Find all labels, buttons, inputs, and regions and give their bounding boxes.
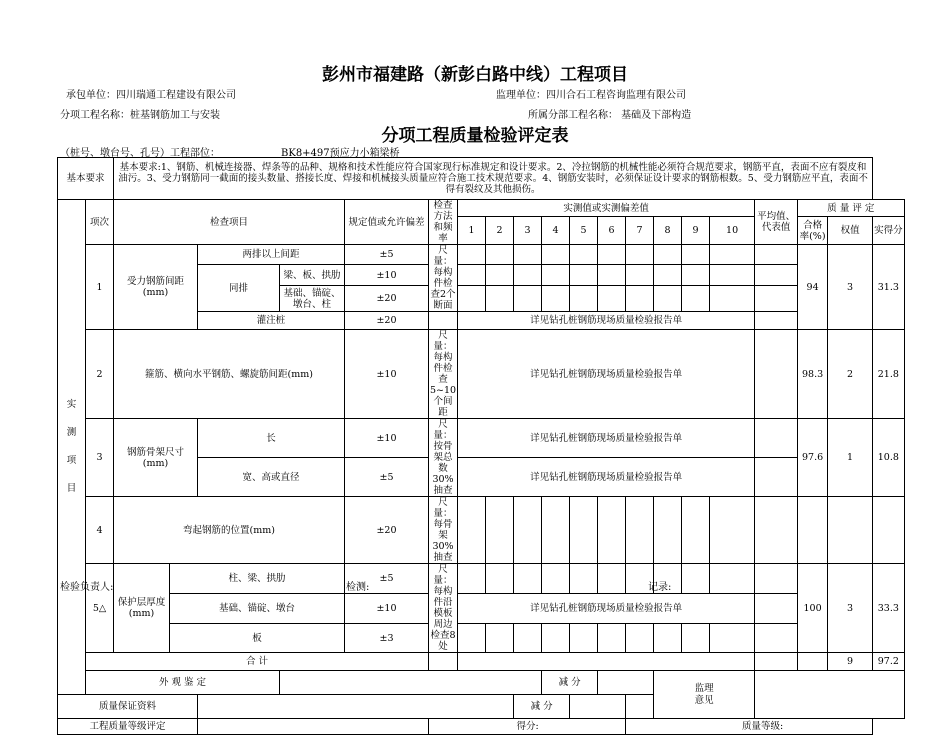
col-avg: 平均值、代表值 [755, 200, 798, 245]
point-8: 8 [654, 217, 682, 245]
r3-a-label: 长 [198, 419, 345, 458]
r5-b-label: 基础、锚碇、墩台 [170, 594, 345, 624]
r3-a-spec: ±10 [345, 419, 429, 458]
r4-spec: ±20 [345, 497, 429, 564]
r5-name: 保护层厚度(mm) [114, 564, 170, 653]
r2-note: 详见钻孔桩钢筋现场质量检验报告单 [458, 330, 755, 419]
r5-note: 详见钻孔桩钢筋现场质量检验报告单 [458, 594, 755, 624]
basic-req-label: 基本要求 [58, 158, 114, 200]
col-measured: 实测值或实测偏差值 [458, 200, 755, 217]
docs-label: 质量保证资料 [58, 695, 198, 719]
page-title: 彭州市福建路（新彭白路中线）工程项目 [322, 65, 628, 85]
parent-project: 所属分部工程名称： 基础及下部构造 [528, 110, 692, 121]
r3-rate: 97.6 [798, 419, 828, 497]
r5-c-spec: ±3 [345, 624, 429, 653]
r3-method: 尺量：按骨架总数30%抽查 [429, 419, 458, 497]
point-5: 5 [570, 217, 598, 245]
appearance-label: 外 观 鉴 定 [86, 671, 280, 695]
r1-b-label: 梁、板、拱肋 [280, 265, 345, 286]
grade-label: 工程质量等级评定 [58, 719, 198, 735]
r2-spec: ±10 [345, 330, 429, 419]
point-7: 7 [626, 217, 654, 245]
r1-d-spec: ±20 [345, 312, 429, 330]
total-label: 合 计 [86, 653, 429, 671]
r2-weight: 2 [828, 330, 873, 419]
col-pass-rate: 合格率(%) [798, 217, 828, 245]
inspector-label: 检验负责人: [60, 582, 114, 593]
r1-a-label: 两排以上间距 [198, 245, 345, 265]
r3-b-label: 宽、高或直径 [198, 458, 345, 497]
r2-rate: 98.3 [798, 330, 828, 419]
location-value: BK8+497预应力小箱梁桥 [281, 148, 400, 159]
contractor: 承包单位：四川瑞通工程建设有限公司 [66, 90, 236, 101]
r4-name: 弯起钢筋的位置(mm) [114, 497, 345, 564]
r3-no: 3 [86, 419, 114, 497]
point-3: 3 [514, 217, 542, 245]
sub-project: 分项工程名称：桩基钢筋加工与安装 [60, 110, 220, 121]
r1-weight: 3 [828, 245, 873, 330]
r5-no: 5△ [86, 564, 114, 653]
point-6: 6 [598, 217, 626, 245]
total-score: 97.2 [873, 653, 905, 671]
r2-no: 2 [86, 330, 114, 419]
r3-score: 10.8 [873, 419, 905, 497]
col-quality: 质 量 评 定 [798, 200, 905, 217]
r1-a-spec: ±5 [345, 245, 429, 265]
r1-b-spec: ±10 [345, 265, 429, 286]
r3-name: 钢筋骨架尺寸(mm) [114, 419, 198, 497]
col-score: 实得分 [873, 217, 905, 245]
r5-weight: 3 [828, 564, 873, 653]
side-label: 实 测 项 目 [58, 200, 86, 695]
col-weight: 权值 [828, 217, 873, 245]
r1-method: 尺量：每构件检查2个断面 [429, 245, 458, 312]
r5-c-label: 板 [170, 624, 345, 653]
point-10: 10 [710, 217, 755, 245]
r3-note-b: 详见钻孔桩钢筋现场质量检验报告单 [458, 458, 755, 497]
docs-deduct: 减 分 [514, 695, 570, 719]
r4-no: 4 [86, 497, 114, 564]
r2-score: 21.8 [873, 330, 905, 419]
r2-name: 箍筋、横向水平钢筋、螺旋筋间距(mm) [114, 330, 345, 419]
r1-no: 1 [86, 245, 114, 330]
col-method: 检查方法和频率 [429, 200, 458, 245]
r1-score: 31.3 [873, 245, 905, 330]
form-title: 分项工程质量检验评定表 [381, 126, 569, 146]
tester-label: 检测: [346, 582, 370, 593]
r1-d-label: 灌注桩 [198, 312, 345, 330]
point-1: 1 [458, 217, 486, 245]
r1-same-row: 同排 [198, 265, 280, 312]
r3-weight: 1 [828, 419, 873, 497]
point-9: 9 [682, 217, 710, 245]
appearance-deduct: 减 分 [542, 671, 598, 695]
r3-b-spec: ±5 [345, 458, 429, 497]
r5-a-spec: ±5 [345, 564, 429, 594]
r5-rate: 100 [798, 564, 828, 653]
col-check-item: 检查项目 [114, 200, 345, 245]
r5-score: 33.3 [873, 564, 905, 653]
point-2: 2 [486, 217, 514, 245]
r1-note: 详见钻孔桩钢筋现场质量检验报告单 [458, 312, 755, 330]
r5-method: 尺量：每构件沿模板周边检查8处 [429, 564, 458, 653]
col-spec: 规定值或允许偏差 [345, 200, 429, 245]
basic-req-text: 基本要求:1、钢筋、机械连接器、焊条等的品种、规格和技术性能应符合国家现行标准规定和设计要求。2、冷拉钢筋的机械性能必须符合规范要求，钢筋平直，表面不应有裂皮和油污。3、受力钢筋同一截面的接头数量、搭接长度、焊接和机械接头质量应符合施工技术规范要求。4、钢筋安装时，必须保证设计要求的钢筋根数。5、受力钢筋应平直，表面不得有裂纹及其他损伤。 [114, 158, 873, 200]
recorder-label: 记录: [648, 582, 672, 593]
r2-method: 尺量：每构件检查5~10个间距 [430, 330, 457, 418]
r1-c-spec: ±20 [345, 286, 429, 312]
r5-a-label: 柱、梁、拱肋 [170, 564, 345, 594]
inspection-table [57, 157, 905, 735]
r1-c-label: 基础、锚碇、墩台、柱 [280, 286, 345, 312]
supervisor: 监理单位：四川合石工程咨询监理有限公司 [496, 90, 686, 101]
r4-method: 尺量：每骨架30%抽查 [429, 497, 458, 564]
points-label: 得分: [429, 719, 626, 735]
r5-b-spec: ±10 [345, 594, 429, 624]
r1-rate: 94 [798, 245, 828, 330]
r1-name: 受力钢筋间距(mm) [114, 245, 198, 330]
point-4: 4 [542, 217, 570, 245]
location-label: （桩号、墩台号、孔号）工程部位： [60, 148, 220, 159]
total-weight: 9 [828, 653, 873, 671]
r3-note-a: 详见钻孔桩钢筋现场质量检验报告单 [458, 419, 755, 458]
supervision-label: 监理意见 [654, 671, 755, 719]
quality-grade: 质量等级: [626, 719, 873, 735]
col-item-no: 项次 [86, 200, 114, 245]
